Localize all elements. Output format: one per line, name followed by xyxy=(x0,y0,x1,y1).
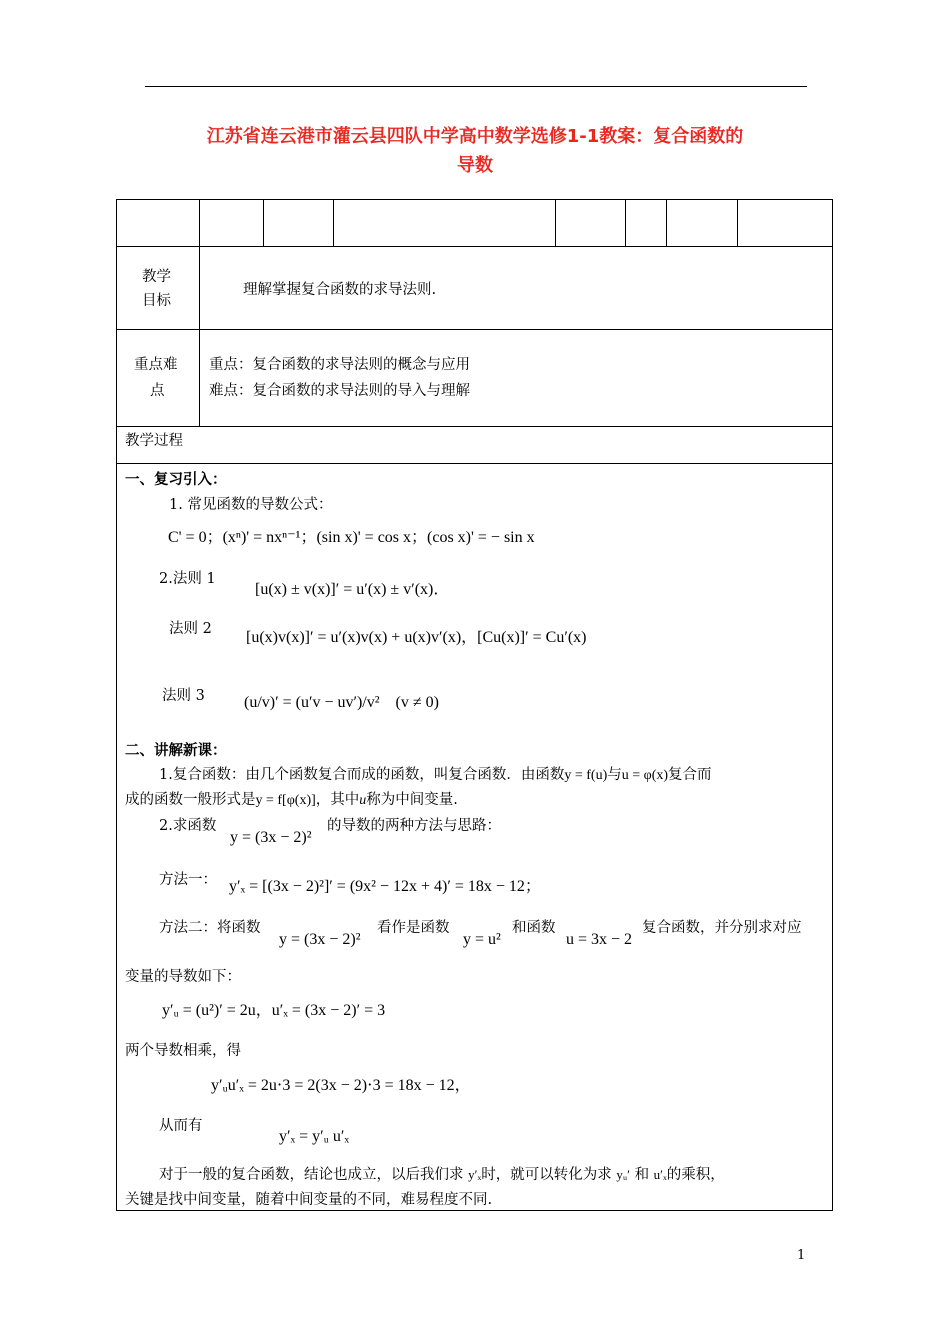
definition-line1 xyxy=(159,765,712,786)
page-number: 1 xyxy=(797,1248,806,1263)
document-title xyxy=(130,122,820,180)
rule3-label: 法则 3 xyxy=(162,688,205,704)
variable-u: u xyxy=(359,793,367,808)
definition-line2 xyxy=(125,790,458,811)
method1-formula: y′ₓ = [(3x − 2)²]′ = (9x² − 12x + 4)′ = 18x − 12； xyxy=(229,878,541,895)
general-text: 和 xyxy=(634,1167,650,1183)
process-label: 教学过程 xyxy=(125,433,183,449)
multiply-text: 两个导数相乘，得 xyxy=(125,1043,241,1059)
header-cell-divider xyxy=(625,199,626,246)
general-text: 时，就可以转化为求 xyxy=(481,1167,612,1183)
general-text: 对于一般的复合函数，结论也成立，以后我们求 xyxy=(159,1167,464,1183)
header-cell-divider xyxy=(555,199,556,246)
rule2-formula: [u(x)v(x)]′ = u′(x)v(x) + u(x)v′(x)，[Cu(x)]′ = Cu′(x) xyxy=(246,629,587,646)
objective-text: 理解掌握复合函数的求导法则. xyxy=(243,282,437,298)
definition-text: 1.复合函数：由几个函数复合而成的函数，叫复合函数．由函数 xyxy=(159,767,565,783)
row-divider-header xyxy=(116,246,833,247)
top-rule xyxy=(145,86,807,87)
definition-text: ，其中 xyxy=(315,792,360,808)
general-text: 的乘积， xyxy=(666,1167,725,1183)
row-divider-process xyxy=(116,463,833,464)
method2-text: 看作是函数 xyxy=(377,920,450,936)
header-cell-divider xyxy=(333,199,334,246)
formula-ux: u′ₓ xyxy=(653,1167,667,1182)
rule1-formula: [u(x) ± v(x)]′ = u′(x) ± v′(x)． xyxy=(255,581,450,598)
title-line-2: 导数 xyxy=(457,155,493,176)
section1-item1: 1. 常见函数的导数公式： xyxy=(169,497,333,513)
method1-label: 方法一： xyxy=(159,872,217,888)
example-label: 2.求函数 xyxy=(159,818,217,834)
definition-text: 与 xyxy=(607,767,622,783)
header-cell-divider xyxy=(263,199,264,246)
key-point: 重点：复合函数的求导法则的概念与应用 xyxy=(209,357,470,373)
method2-function: y = (3x − 2)² xyxy=(279,931,361,948)
method2-label: 方法二：将函数 xyxy=(159,920,261,936)
method2-text: 和函数 xyxy=(512,920,556,936)
product-formula: y′ᵤu′ₓ = 2u⋅3 = 2(3x − 2)⋅3 = 18x − 12， xyxy=(211,1077,471,1094)
rule3-formula: (u/v)′ = (u′v − uv′)/v² (v ≠ 0) xyxy=(244,694,439,711)
objective-label-line2: 目标 xyxy=(142,293,171,309)
general-statement-line1 xyxy=(159,1165,725,1185)
rule2-label: 法则 2 xyxy=(169,621,212,637)
component-derivatives-formula: y′ᵤ = (u²)′ = 2u，u′ₓ = (3x − 2)′ = 3 xyxy=(162,1002,386,1019)
therefore-label: 从而有 xyxy=(159,1118,203,1134)
section2-heading: 二、讲解新课： xyxy=(125,743,227,759)
chain-rule-formula: y′ₓ = y′ᵤ u′ₓ xyxy=(279,1128,350,1145)
common-derivatives-formula: C' = 0；(xⁿ)' = nxⁿ⁻¹；(sin x)' = cos x；(cos x)' = − sin x xyxy=(168,529,535,546)
method2-outer-function: y = u² xyxy=(463,931,501,948)
rule1-label: 2.法则 1 xyxy=(159,571,216,587)
definition-text: 复合而 xyxy=(668,767,712,783)
definition-text: 称为中间变量. xyxy=(366,792,458,808)
example-function: y = (3x − 2)² xyxy=(230,829,312,846)
difficult-point: 难点：复合函数的求导法则的导入与理解 xyxy=(209,383,470,399)
keypoints-label-line1: 重点难 xyxy=(134,357,178,373)
column-divider-label xyxy=(199,199,200,426)
example-text: 的导数的两种方法与思路： xyxy=(327,818,501,834)
formula-y-fu: y = f(u) xyxy=(564,768,608,783)
header-cell-divider xyxy=(666,199,667,246)
header-cell-divider xyxy=(737,199,738,246)
section1-heading: 一、复习引入： xyxy=(125,472,227,488)
formula-u-phix: u = φ(x) xyxy=(621,768,669,783)
row-divider-objective xyxy=(116,329,833,330)
keypoints-label-line2: 点 xyxy=(150,383,165,399)
objective-label-line1: 教学 xyxy=(142,269,171,285)
method2-text: 复合函数，并分别求对应 xyxy=(642,920,802,936)
general-statement-line2: 关键是找中间变量，随着中间变量的不同，难易程度不同. xyxy=(125,1192,493,1208)
formula-composite: y = f[φ(x)] xyxy=(255,793,316,808)
title-line-1: 江苏省连云港市灌云县四队中学高中数学选修1-1教案：复合函数的 xyxy=(206,126,744,147)
method2-text-line2: 变量的导数如下： xyxy=(125,969,241,985)
formula-yx: y′ₓ xyxy=(468,1167,482,1182)
definition-text: 成的函数一般形式是 xyxy=(125,792,256,808)
row-divider-keypoints xyxy=(116,426,833,427)
method2-inner-function: u = 3x − 2 xyxy=(566,931,633,948)
formula-yu: yᵤ′ xyxy=(616,1167,630,1182)
